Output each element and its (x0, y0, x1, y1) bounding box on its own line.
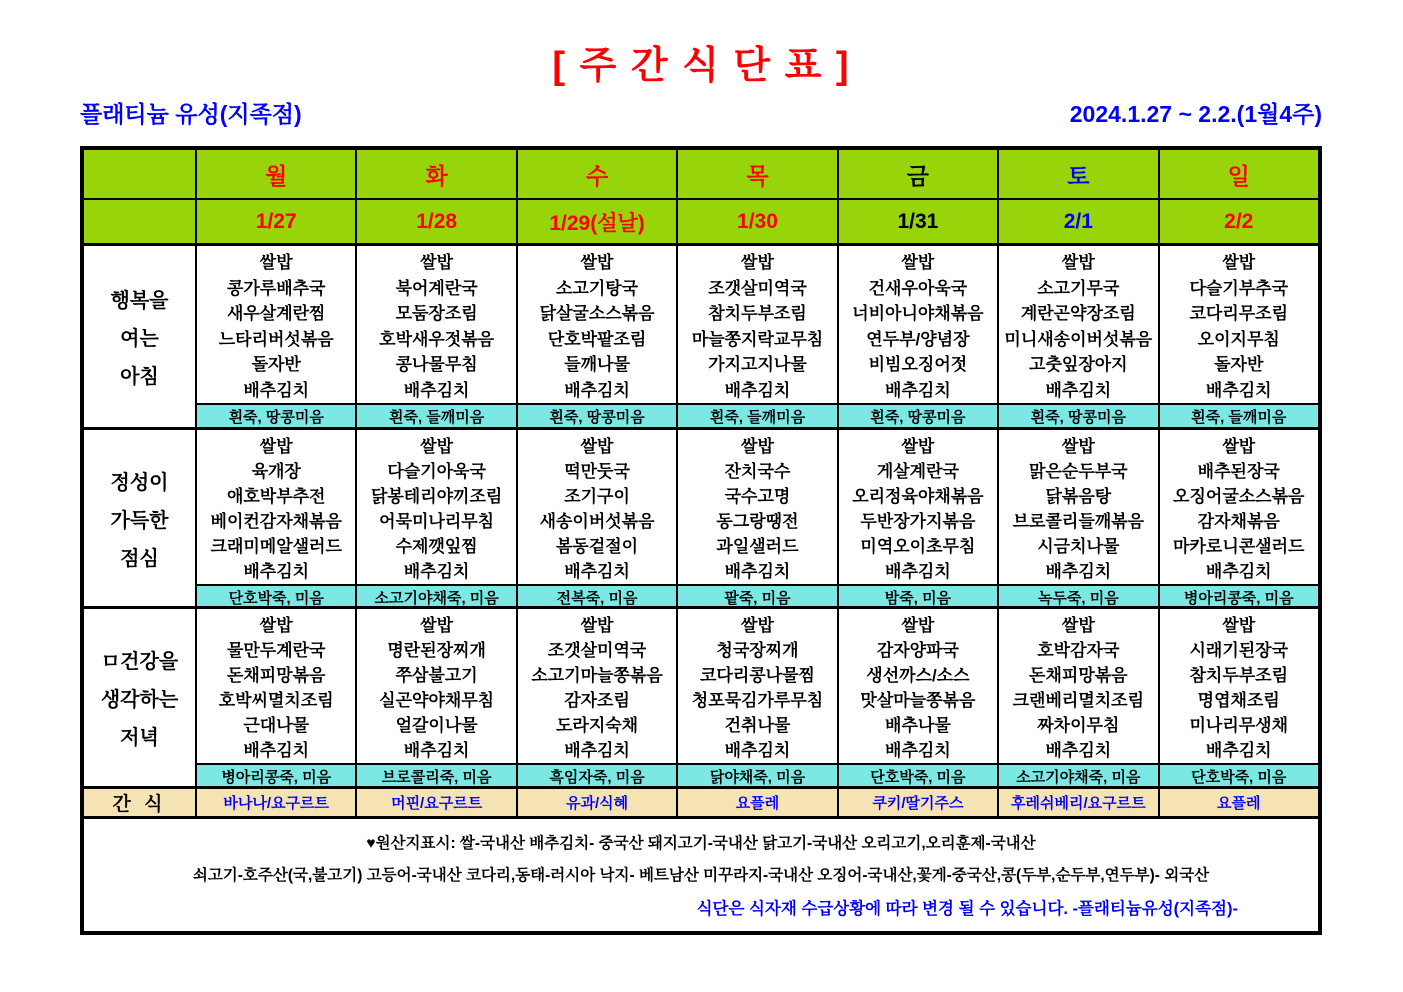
menu-item: 쌀밥 (580, 616, 614, 635)
menu-item: 청국장찌개 (716, 641, 799, 660)
meal-day-column (676, 609, 836, 786)
menu-item: 돈채피망볶음 (1029, 666, 1128, 685)
menu-item: 쌀밥 (901, 616, 935, 635)
porridge-cell: 흰죽, 들깨미음 (357, 403, 515, 427)
menu-item: 얼갈이나물 (395, 716, 478, 735)
menu-item: 배추김치 (564, 562, 630, 581)
section-breakfast (84, 246, 1318, 430)
snack-cells (195, 789, 1318, 816)
menu-item: 가지고지나물 (708, 355, 807, 375)
menu-item: 쌀밥 (420, 253, 454, 273)
menu-item: 코다리콩나물찜 (699, 666, 815, 685)
footer-area (84, 819, 1318, 931)
meal-day-column (355, 430, 515, 606)
menu-item: 쌀밥 (741, 437, 774, 456)
menu-item: 배추김치 (243, 380, 310, 400)
menu-item: 쌀밥 (259, 253, 293, 273)
meal-day-column (837, 430, 997, 606)
porridge-cell: 소고기야채죽, 미음 (999, 763, 1157, 786)
menu-item: 닭살굴소스볶음 (539, 304, 655, 324)
menu-item: 쌀밥 (741, 616, 774, 635)
meal-day-column (837, 609, 997, 786)
menu-item: 너비아니야채볶음 (852, 304, 984, 324)
meal-cols-lunch (195, 430, 1318, 606)
porridge-cell: 흰죽, 땅콩미음 (518, 403, 676, 427)
meal-cols-breakfast (195, 246, 1318, 427)
menu-item: 청포묵김가루무침 (691, 691, 824, 710)
snack-item: 후레쉬베리/요구르트 (997, 789, 1157, 816)
menu-item: 시래기된장국 (1189, 641, 1289, 660)
menu-item: 배추김치 (403, 741, 470, 760)
menu-item: 미니새송이버섯볶음 (1004, 329, 1153, 349)
menu-item: 두반장가지볶음 (860, 512, 976, 531)
porridge-cell: 단호박죽, 미음 (197, 584, 355, 606)
menu-item: 맛살마늘쫑볶음 (860, 691, 976, 710)
menu-item: 게살계란국 (876, 462, 959, 481)
day-header-cell: 목 (676, 150, 836, 198)
corner-cell-days (84, 150, 195, 198)
menu-item: 닭봉테리야끼조림 (370, 487, 503, 506)
menu-item: 배추김치 (885, 380, 951, 400)
menu-item: 배추김치 (1205, 562, 1272, 581)
date-cell: 1/30 (676, 200, 836, 243)
menu-item: 쌀밥 (741, 253, 774, 273)
menu-item: 쭈삼불고기 (395, 666, 478, 685)
menu-items (197, 609, 355, 763)
day-header-cell: 일 (1158, 150, 1318, 198)
snack-label: 간 식 (112, 794, 167, 815)
meal-label-line: 점심 (120, 547, 159, 570)
menu-items (1160, 609, 1318, 763)
menu-item: 크랜베리멸치조림 (1012, 691, 1145, 710)
menu-item: 배추김치 (1205, 380, 1272, 400)
menu-item: 호박감자국 (1037, 641, 1120, 660)
date-cell: 2/1 (997, 200, 1157, 243)
menu-items (839, 246, 997, 403)
date-cell: 1/29(설날) (516, 200, 676, 243)
day-header-cell: 토 (997, 150, 1157, 198)
page-title: [ 주 간 식 단 표 ] (552, 45, 851, 87)
menu-items (518, 609, 676, 763)
porridge-cell: 흰죽, 땅콩미음 (197, 403, 355, 427)
menu-item: 배추김치 (885, 562, 951, 581)
date-cell: 1/27 (195, 200, 355, 243)
menu-item: 고춧잎장아지 (1029, 355, 1128, 375)
change-notice: 식단은 식자재 수급상황에 따라 변경 될 수 있습니다. -플래티늄유성(지족점)- (696, 900, 1238, 918)
menu-item: 다슬기아욱국 (387, 462, 486, 481)
meal-day-column (1158, 246, 1318, 427)
snack-item: 쿠키/딸기주스 (837, 789, 997, 816)
menu-item: 코다리무조림 (1189, 304, 1289, 324)
date-row (84, 200, 1318, 246)
porridge-cell: 병아리콩죽, 미음 (1160, 584, 1318, 606)
menu-item: 쌀밥 (259, 616, 293, 635)
menu-item: 배추김치 (1045, 380, 1112, 400)
porridge-cell: 단호박죽, 미음 (839, 763, 997, 786)
menu-item: 배추김치 (243, 562, 310, 581)
menu-item: 쌀밥 (580, 437, 614, 456)
menu-items (1160, 246, 1318, 403)
menu-item: 쌀밥 (420, 616, 454, 635)
menu-item: 쌀밥 (580, 253, 614, 273)
menu-items (518, 246, 676, 403)
meal-label-line: 아침 (120, 366, 159, 388)
menu-item: 쌀밥 (259, 437, 293, 456)
meal-day-column (1158, 609, 1318, 786)
menu-item: 쌀밥 (420, 437, 454, 456)
day-header-cell: 수 (516, 150, 676, 198)
menu-item: 과일샐러드 (716, 537, 799, 556)
menu-item: 조기구이 (564, 487, 630, 506)
meal-label-dinner (84, 609, 195, 786)
menu-item: 감자양파국 (876, 641, 959, 660)
menu-item: 들깨나물 (564, 355, 630, 375)
meal-day-column (516, 246, 676, 427)
menu-item: 쌀밥 (901, 437, 935, 456)
menu-item: 소고기무국 (1037, 278, 1120, 298)
menu-table (80, 146, 1322, 935)
menu-item: 참치두부조림 (1189, 666, 1289, 685)
menu-item: 마카로니콘샐러드 (1173, 537, 1305, 556)
menu-item: 감자조림 (564, 691, 630, 710)
menu-items (1160, 430, 1318, 584)
menu-item: 배추김치 (564, 380, 630, 400)
origin-info-line1: ♥원산지표시: 쌀-국내산 배추김치- 중국산 돼지고기-국내산 닭고기-국내산 오리고기,오리훈제-국내산 (366, 835, 1036, 852)
day-header-cell: 월 (195, 150, 355, 198)
meal-label-line: 여는 (120, 328, 159, 350)
menu-item: 배추김치 (564, 741, 630, 760)
date-cell: 2/2 (1158, 200, 1318, 243)
menu-item: 브로콜리들깨볶음 (1012, 512, 1145, 531)
menu-item: 잔치국수 (724, 462, 791, 481)
meal-day-column (997, 430, 1157, 606)
menu-item: 쌀밥 (1222, 616, 1256, 635)
menu-item: 근대나물 (243, 716, 310, 735)
menu-item: 쌀밥 (1061, 253, 1095, 273)
meal-label-line: ㅁ건강을 (100, 651, 179, 673)
menu-item: 연두부/양념장 (866, 329, 970, 349)
menu-item: 떡만둣국 (564, 462, 630, 481)
meal-label-breakfast (84, 246, 195, 427)
porridge-cell: 브로콜리죽, 미음 (357, 763, 515, 786)
meal-label-line: 행복을 (110, 290, 169, 312)
porridge-cell: 밤죽, 미음 (839, 584, 997, 606)
menu-item: 오징어굴소스볶음 (1173, 487, 1305, 506)
menu-item: 건취나물 (724, 716, 791, 735)
menu-item: 동그랑땡전 (716, 512, 799, 531)
date-cell: 1/28 (355, 200, 515, 243)
menu-item: 수제깻잎찜 (395, 537, 478, 556)
porridge-cell: 흑임자죽, 미음 (518, 763, 676, 786)
menu-item: 배추김치 (885, 741, 951, 760)
menu-item: 배추김치 (724, 741, 791, 760)
day-header-row (84, 150, 1318, 200)
menu-item: 새송이버섯볶음 (539, 512, 655, 531)
menu-items (197, 246, 355, 403)
menu-item: 모둠장조림 (395, 304, 478, 324)
menu-item: 호박씨멸치조림 (218, 691, 334, 710)
subtitle-row (80, 96, 1322, 129)
menu-item: 돈채피망볶음 (226, 666, 326, 685)
menu-item: 생선까스/소스 (866, 666, 970, 685)
menu-item: 건새우아욱국 (868, 278, 968, 298)
meal-cols-dinner (195, 609, 1318, 786)
menu-item: 베이컨감자채볶음 (210, 512, 342, 531)
porridge-cell: 팥죽, 미음 (678, 584, 836, 606)
menu-item: 짜차이무침 (1037, 716, 1120, 735)
meal-day-column (1158, 430, 1318, 606)
menu-item: 콩가루배추국 (226, 278, 326, 298)
menu-item: 배추김치 (1045, 741, 1112, 760)
porridge-cell: 흰죽, 들깨미음 (1160, 403, 1318, 427)
menu-item: 콩나물무침 (395, 355, 478, 375)
menu-item: 새우살계란찜 (226, 304, 326, 324)
porridge-cell: 전복죽, 미음 (518, 584, 676, 606)
snack-row (84, 789, 1318, 819)
meal-day-column (195, 609, 355, 786)
menu-item: 배추나물 (885, 716, 951, 735)
menu-item: 쌀밥 (901, 253, 935, 273)
porridge-cell: 흰죽, 땅콩미음 (839, 403, 997, 427)
menu-item: 물만두계란국 (226, 641, 326, 660)
meal-label-line: 가득한 (110, 509, 169, 532)
porridge-cell: 흰죽, 땅콩미음 (999, 403, 1157, 427)
menu-items (678, 430, 836, 584)
menu-item: 돌자반 (251, 355, 301, 375)
porridge-cell: 소고기야채죽, 미음 (357, 584, 515, 606)
corner-cell-dates (84, 200, 195, 243)
day-header-cell: 금 (837, 150, 997, 198)
menu-items (357, 430, 515, 584)
origin-info-line2: 쇠고기-호주산(국,불고기) 고등어-국내산 코다리,동태-러시아 낙지- 베트남산 미꾸라지-국내산 오징어-국내산,꽃게-중국산,콩(두부,순두부,연두부)- 외국산 (192, 867, 1210, 884)
menu-item: 소고기탕국 (555, 278, 639, 298)
menu-items (999, 246, 1157, 403)
menu-item: 크래미메알샐러드 (210, 537, 342, 556)
menu-item: 감자채볶음 (1197, 512, 1280, 531)
meal-label-line: 생각하는 (100, 689, 179, 711)
menu-item: 계란곤약장조림 (1020, 304, 1136, 324)
menu-item: 쌀밥 (1061, 616, 1095, 635)
menu-item: 비빔오징어젓 (868, 355, 968, 375)
menu-item: 명란된장찌개 (387, 641, 486, 660)
meal-day-column (676, 430, 836, 606)
menu-item: 조갯살미역국 (547, 641, 647, 660)
menu-items (999, 430, 1157, 584)
menu-item: 실곤약야채무침 (379, 691, 495, 710)
menu-item: 맑은순두부국 (1029, 462, 1128, 481)
day-header-cells (195, 150, 1318, 198)
snack-item: 유과/식혜 (516, 789, 676, 816)
menu-item: 배추김치 (724, 380, 791, 400)
date-range: 2024.1.27 ~ 2.2.(1월4주) (1069, 101, 1322, 127)
menu-items (357, 609, 515, 763)
menu-item: 도라지숙채 (555, 716, 639, 735)
menu-item: 다슬기부추국 (1189, 278, 1289, 298)
menu-item: 배추김치 (243, 741, 310, 760)
menu-item: 호박새우젓볶음 (379, 329, 495, 349)
section-lunch (84, 430, 1318, 609)
meal-day-column (837, 246, 997, 427)
meal-day-column (516, 430, 676, 606)
store-name: 플래티늄 유성(지족점) (80, 101, 302, 127)
menu-items (197, 430, 355, 584)
menu-item: 애호박부추전 (226, 487, 326, 506)
menu-item: 조갯살미역국 (708, 278, 807, 298)
meal-day-column (195, 430, 355, 606)
menu-item: 배추김치 (1045, 562, 1112, 581)
date-cells (195, 200, 1318, 243)
porridge-cell: 단호박죽, 미음 (1160, 763, 1318, 786)
menu-item: 봄동겉절이 (555, 537, 639, 556)
menu-item: 미역오이초무침 (860, 537, 976, 556)
menu-item: 참치두부조림 (708, 304, 807, 324)
meal-day-column (676, 246, 836, 427)
section-dinner (84, 609, 1318, 789)
menu-item: 배추김치 (403, 562, 470, 581)
snack-item: 머핀/요구르트 (355, 789, 515, 816)
menu-items (518, 430, 676, 584)
menu-item: 마늘쫑지락교무침 (691, 329, 824, 349)
menu-item: 느타리버섯볶음 (218, 329, 334, 349)
meal-day-column (355, 609, 515, 786)
menu-items (678, 246, 836, 403)
menu-item: 쌀밥 (1222, 437, 1256, 456)
menu-item: 배추김치 (403, 380, 470, 400)
menu-item: 단호박팥조림 (547, 329, 647, 349)
menu-item: 육개장 (251, 462, 301, 481)
menu-item: 오이지무침 (1197, 329, 1280, 349)
menu-item: 명엽채조림 (1197, 691, 1280, 710)
meal-day-column (997, 246, 1157, 427)
menu-item: 국수고명 (724, 487, 791, 506)
menu-items (357, 246, 515, 403)
meal-day-column (516, 609, 676, 786)
menu-items (839, 430, 997, 584)
day-header-cell: 화 (355, 150, 515, 198)
porridge-cell: 녹두죽, 미음 (999, 584, 1157, 606)
menu-item: 배추김치 (724, 562, 791, 581)
menu-item: 돌자반 (1214, 355, 1264, 375)
porridge-cell: 닭야채죽, 미음 (678, 763, 836, 786)
menu-item: 북어계란국 (395, 278, 478, 298)
menu-items (678, 609, 836, 763)
porridge-cell: 흰죽, 들깨미음 (678, 403, 836, 427)
menu-items (999, 609, 1157, 763)
menu-item: 시금치나물 (1037, 537, 1120, 556)
menu-item: 미나리무생채 (1189, 716, 1289, 735)
porridge-cell: 병아리콩죽, 미음 (197, 763, 355, 786)
meal-label-line: 저녁 (120, 727, 159, 749)
date-cell: 1/31 (837, 200, 997, 243)
meal-label-line: 정성이 (110, 471, 169, 494)
meal-day-column (195, 246, 355, 427)
menu-item: 배추김치 (1205, 741, 1272, 760)
menu-item: 쌀밥 (1061, 437, 1095, 456)
menu-item: 소고기마늘쫑볶음 (531, 666, 663, 685)
menu-item: 어묵미나리무침 (379, 512, 495, 531)
menu-item: 배추된장국 (1197, 462, 1280, 481)
snack-item: 바나나/요구르트 (195, 789, 355, 816)
snack-item: 요플레 (676, 789, 836, 816)
meal-label-lunch (84, 430, 195, 606)
meal-day-column (997, 609, 1157, 786)
menu-item: 오리정육야채볶음 (852, 487, 984, 506)
snack-item: 요플레 (1158, 789, 1318, 816)
menu-items (839, 609, 997, 763)
meal-day-column (355, 246, 515, 427)
menu-item: 닭볶음탕 (1045, 487, 1112, 506)
menu-item: 쌀밥 (1222, 253, 1256, 273)
